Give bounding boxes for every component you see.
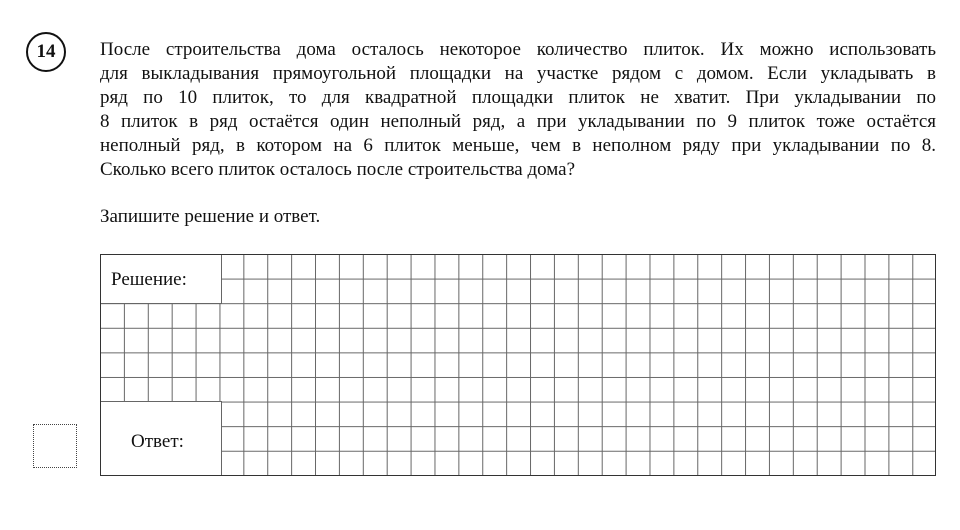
problem-line: ряд по 10 плиток, то для квадратной площадки плиток не хватит. При укладывании по: [100, 87, 936, 108]
answer-grid[interactable]: [100, 254, 936, 476]
task-number: 14: [36, 41, 56, 62]
problem-line: для выкладывания прямоугольной площадки на участке рядом с домом. Если укладывать в: [100, 63, 936, 84]
problem-line: неполный ряд, в котором на 6 плиток меньше, чем в неполном ряду при укладывании по 8.: [100, 135, 936, 156]
solution-label: Решение:: [111, 269, 187, 290]
problem-line: Сколько всего плиток осталось после строительства дома?: [100, 159, 576, 180]
problem-text: [100, 38, 936, 182]
task-number-badge: [26, 32, 66, 72]
problem-line: 8 плиток в ряд остаётся один неполный ряд, а при укладывании по 9 плиток тоже остаётся: [100, 111, 936, 132]
instruction-text: Запишите решение и ответ.: [100, 206, 321, 227]
score-box: [33, 424, 77, 468]
answer-label: Ответ:: [131, 431, 184, 452]
problem-line: После строительства дома осталось некоторое количество плиток. Их можно использовать: [100, 39, 936, 60]
